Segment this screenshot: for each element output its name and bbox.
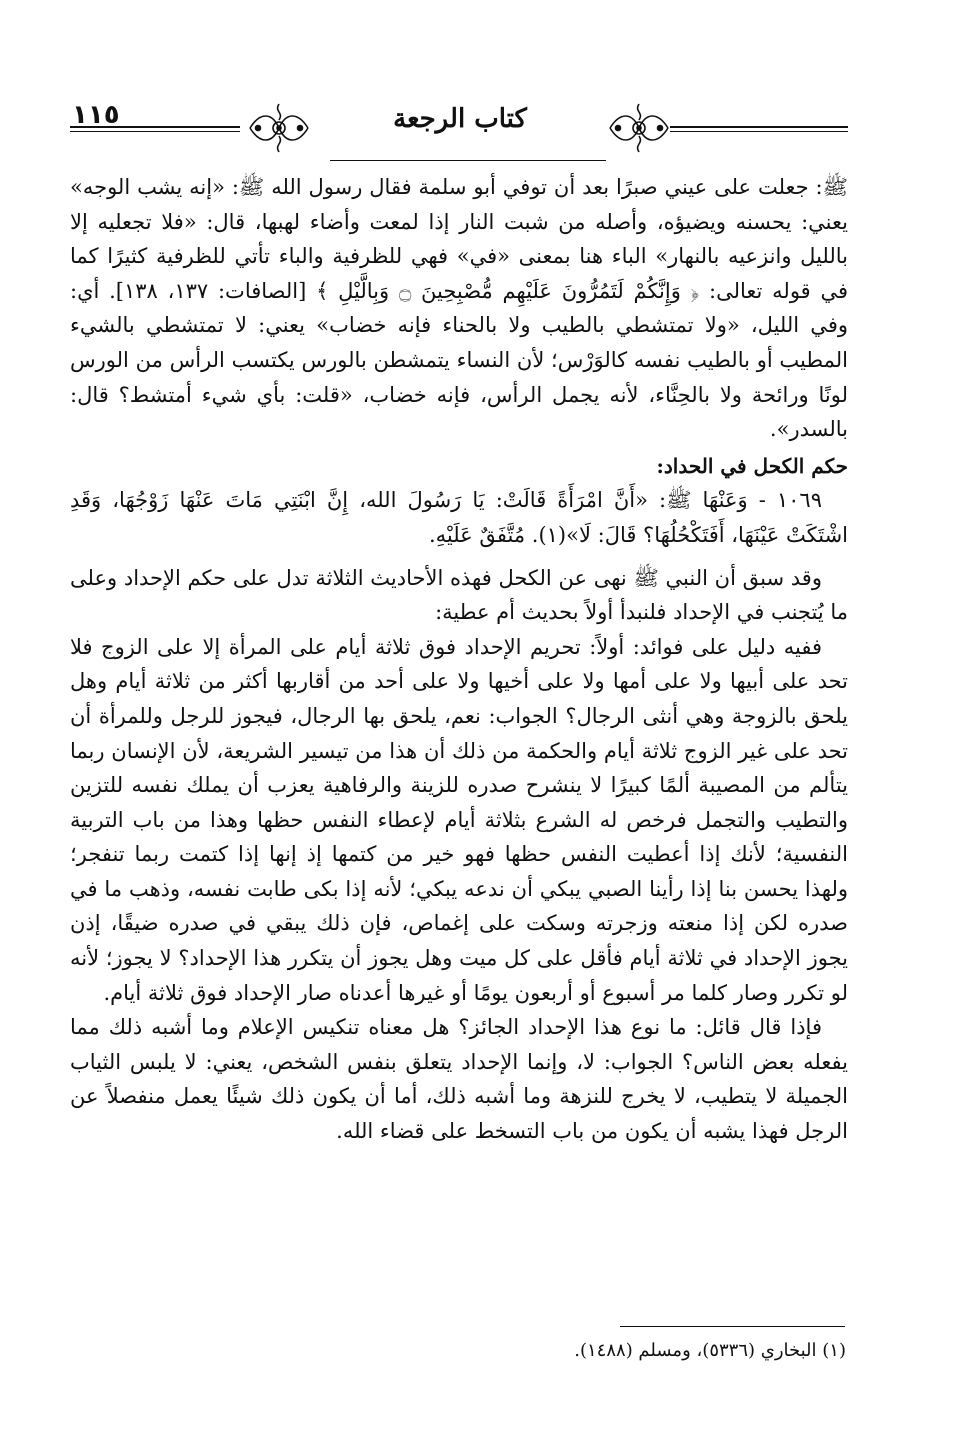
footnote: (١) البخاري (٥٣٣٦)، ومسلم (١٤٨٨). — [574, 1340, 846, 1361]
footnote-divider — [620, 1326, 845, 1327]
page-header — [70, 98, 848, 168]
discussion-paragraph: فإذا قال قائل: ما نوع هذا الإحداد الجائز؟ هل معناه تنكيس الإعلام وما أشبه ذلك مما يفعله بعض الناس؟ الجواب: لا، وإنما الإحداد يتعلق بنفس الشخص، يعني: لا يلبس الثياب الجميلة لا يتطيب، لا يخرج للنزهة وما أشبه ذلك، أما أن يكون ذلك شيئًا يعمل منفصلاً عن الرجل فهذا يشبه أن يكون من باب التسخط على قضاء الله. — [70, 1015, 848, 1144]
title-underline — [330, 160, 606, 161]
discussion-paragraph: وقد سبق أن النبي ﷺ نهى عن الكحل فهذه الأحاديث الثلاثة تدل على حكم الإحداد وعلى ما يُتجنب في الإحداد فلنبدأ أولاً بحديث أم عطية: — [70, 565, 848, 625]
book-title: كتاب الرجعة — [393, 104, 527, 134]
header-rule-right-thin — [670, 131, 848, 132]
header-rule-left — [70, 126, 240, 128]
ornament-right-icon — [606, 98, 672, 158]
ornament-left-icon — [246, 98, 312, 158]
paragraph-explanation: ﷺ: جعلت على عيني صبرًا بعد أن توفي أبو سلمة فقال رسول الله ﷺ: «إنه يشب الوجه» يعني: يحسنه ويضيؤه، وأصله من شبت النار إذا لمعت وأضاء لهبها، قال: «فلا تجعليه إلا بالليل وانزعيه بالنهار» الباء هنا بمعنى «في» فهي للظرفية والباء تأتي للظرفية كثيرًا كما في قوله تعالى: ﴿ وَإِنَّكُمْ لَتَمُرُّونَ عَلَيْهِم مُّصْبِحِينَ ۝ وَبِالَّيْلِ ﴾ [الصافات: ١٣٧، ١٣٨]. أي: وفي الليل، «ولا تمتشطي بالطيب ولا بالحناء فإنه خضاب» يعني: لا تمتشطي بالشيء المطيب أو بالطيب نفسه كالوَرْس؛ لأن النساء يتمشطن بالورس يكتسب الرأس من الورس لونًا ورائحة ولا بالحِنَّاء، لأنه يجمل الرأس، فإنه خضاب، «قلت: بأي شيء أمتشط؟ قال: بالسدر». — [70, 175, 849, 442]
discussion-paragraph: ففيه دليل على فوائد: أولاً: تحريم الإحداد فوق ثلاثة أيام على المرأة إلا على الزوج فلا تحد على أبيها ولا على أمها ولا على أخيها ولا على أحد من أقاربها أكثر من ثلاثة أيام وهل يلحق بالزوجة وهي أنثى الرجال؟ الجواب: نعم، يلحق بها الرجال، فيجوز للرجل وللمرأة أن تحد على غير الزوج ثلاثة أيام والحكمة من ذلك أن هذا من تيسير الشريعة، لأن الإنسان ربما يتألم من المصيبة ألمًا كبيرًا لا ينشرح صدره للزينة والرفاهية يعزب أن يملك نفسه للتزين والتطيب والتجمل فرخص له الشرع بثلاثة أيام لإعطاء النفس حظها وهذا من باب التربية النفسية؛ لأنك إذا أعطيت النفس حظها فهو خير من كتمها إذ إنها إذا كتمت ربما تنفجر؛ ولهذا يحسن بنا إذا رأينا الصبي يبكي أن ندعه يبكي؛ لأنه إذا بكى طابت نفسه، وذهب ما في صدره لكن إذا منعته وزجرته وسكت على إغماص، فإن ذلك يبقي في صدره ضيقًا، إذن يجوز الإحداد في ثلاثة أيام فأقل على كل ميت وهل يجوز أن يتكرر هذا الإحداد؟ لا يجوز؛ لأنه لو تكرر وصار كلما مر أسبوع أو أربعون يومًا أو غيرها أعدناه صار الإحداد فوق ثلاثة أيام. — [70, 634, 848, 1005]
hadith-text: ١٠٦٩ - وَعَنْهَا ﷺ: «أَنَّ امْرَأَةً قَالَتْ: يَا رَسُولَ الله، إِنَّ ابْنَتِي مَاتَ عَنْهَا زَوْجُهَا، وَقَدِ اشْتَكَتْ عَيْنَهَا، أَفَتَكْحُلُهَا؟ قَالَ: لَا»(١). مُتَّفَقٌ عَلَيْهِ. — [70, 488, 848, 547]
page-number: ١١٥ — [72, 100, 120, 130]
section-heading: حكم الكحل في الحداد: — [656, 453, 848, 478]
main-text — [70, 170, 848, 1149]
header-rule-right — [670, 126, 848, 128]
header-rule-left-thin — [70, 131, 240, 132]
